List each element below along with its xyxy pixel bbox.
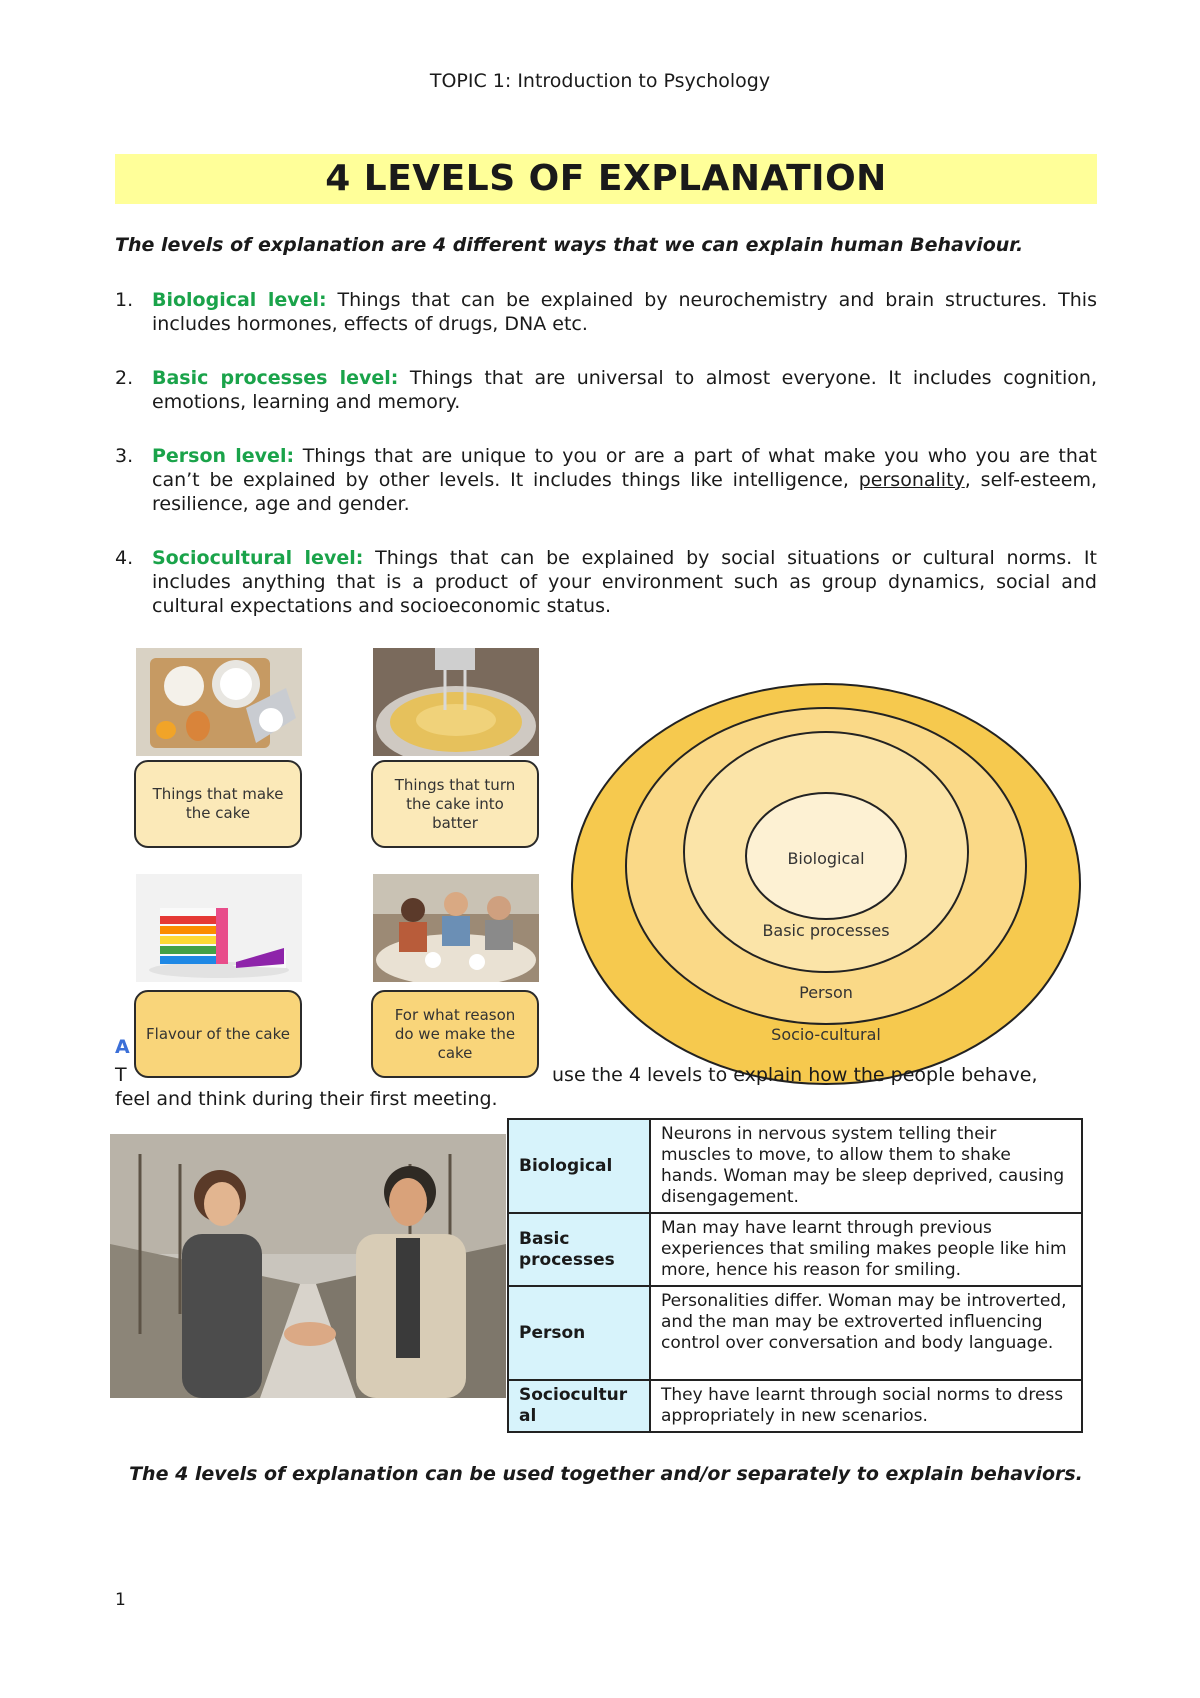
level-description-end: , self-esteem, resilience, age and gender. xyxy=(152,469,1098,515)
closing-statement: The 4 levels of explanation can be used together and/or separately to explain behaviors. xyxy=(129,1463,1083,1485)
label-biological: Biological xyxy=(787,849,865,868)
ingredients-photo xyxy=(136,648,302,756)
example-text-line1: use the 4 levels to explain how the people behave, xyxy=(552,1064,1038,1086)
mixing-photo xyxy=(373,648,539,756)
example-text-line2: feel and think during their first meeting. xyxy=(115,1088,498,1110)
caption-reason: For what reason do we make the cake xyxy=(371,990,539,1078)
label-basic-processes: Basic processes xyxy=(762,921,890,940)
page-number: 1 xyxy=(115,1590,126,1610)
table-row xyxy=(508,1213,1082,1286)
level-description: Things that can be explained by neurochemistry and brain structures. This includes hormones, effects of drugs, DNA etc. xyxy=(152,289,1097,335)
caption-ingredients: Things that make the cake xyxy=(134,760,302,848)
level-number: 1. xyxy=(115,289,134,311)
table-row xyxy=(508,1286,1082,1380)
table-cell-level: Basic processes xyxy=(508,1213,650,1286)
table-cell-desc: They have learnt through social norms to dress appropriately in new scenarios. xyxy=(650,1380,1082,1432)
level-description: Things that are universal to almost everyone. It includes cognition, emotions, learning and memory. xyxy=(152,367,1097,413)
label-sociocultural: Socio-cultural xyxy=(771,1025,881,1044)
level-item-sociocultural xyxy=(115,546,1097,618)
handshake-photo xyxy=(110,1134,506,1398)
levels-table xyxy=(507,1118,1083,1433)
level-description: Things that are unique to you or are a part of what make you who you are that can’t be explained by other levels. It includes things like intelligence, xyxy=(152,445,1098,491)
intro-text: The levels of explanation are 4 different ways that we can explain human Behaviour. xyxy=(115,234,1024,256)
personality-link[interactable]: personality xyxy=(858,469,965,491)
level-item-basic-processes xyxy=(115,366,1097,414)
table-cell-desc: Personalities differ. Woman may be introverted, and the man may be extroverted influencing control over conversation and body language. xyxy=(650,1286,1082,1380)
levels-diagram xyxy=(566,680,1086,1088)
level-description: Things that can be explained by social situations or cultural norms. It includes anything that is a product of your environment such as group dynamics, social and cultural expectations and socioeconomic status. xyxy=(152,547,1097,617)
label-person: Person xyxy=(799,983,853,1002)
level-name: Sociocultural level: xyxy=(152,547,364,569)
table-row xyxy=(508,1380,1082,1432)
table-cell-level: Sociocultur al xyxy=(508,1380,650,1432)
level-number: 2. xyxy=(115,367,134,389)
caption-batter: Things that turn the cake into batter xyxy=(371,760,539,848)
header-topic: TOPIC 1: Introduction to Psychology xyxy=(429,70,771,92)
rainbow-cake-photo xyxy=(136,874,302,982)
table-row xyxy=(508,1119,1082,1213)
level-name: Basic processes level: xyxy=(152,367,399,389)
table-cell-desc: Man may have learnt through previous experiences that smiling makes people like him more, hence his reason for smiling. xyxy=(650,1213,1082,1286)
level-item-person xyxy=(115,444,1097,516)
level-name: Biological level: xyxy=(152,289,327,311)
page-title: 4 LEVELS OF EXPLANATION xyxy=(325,158,887,199)
level-number: 3. xyxy=(115,445,134,467)
table-cell-level: Person xyxy=(508,1286,650,1380)
example-heading-partial: A xyxy=(115,1036,130,1058)
level-number: 4. xyxy=(115,547,134,569)
family-dinner-photo xyxy=(373,874,539,982)
example-text-partial: T xyxy=(115,1064,127,1086)
level-item-biological xyxy=(115,288,1097,336)
level-name: Person level: xyxy=(152,445,295,467)
table-cell-level: Biological xyxy=(508,1119,650,1213)
caption-flavour: Flavour of the cake xyxy=(134,990,302,1078)
table-cell-desc: Neurons in nervous system telling their muscles to move, to allow them to shake hands. Woman may be sleep deprived, causing disengagement. xyxy=(650,1119,1082,1213)
